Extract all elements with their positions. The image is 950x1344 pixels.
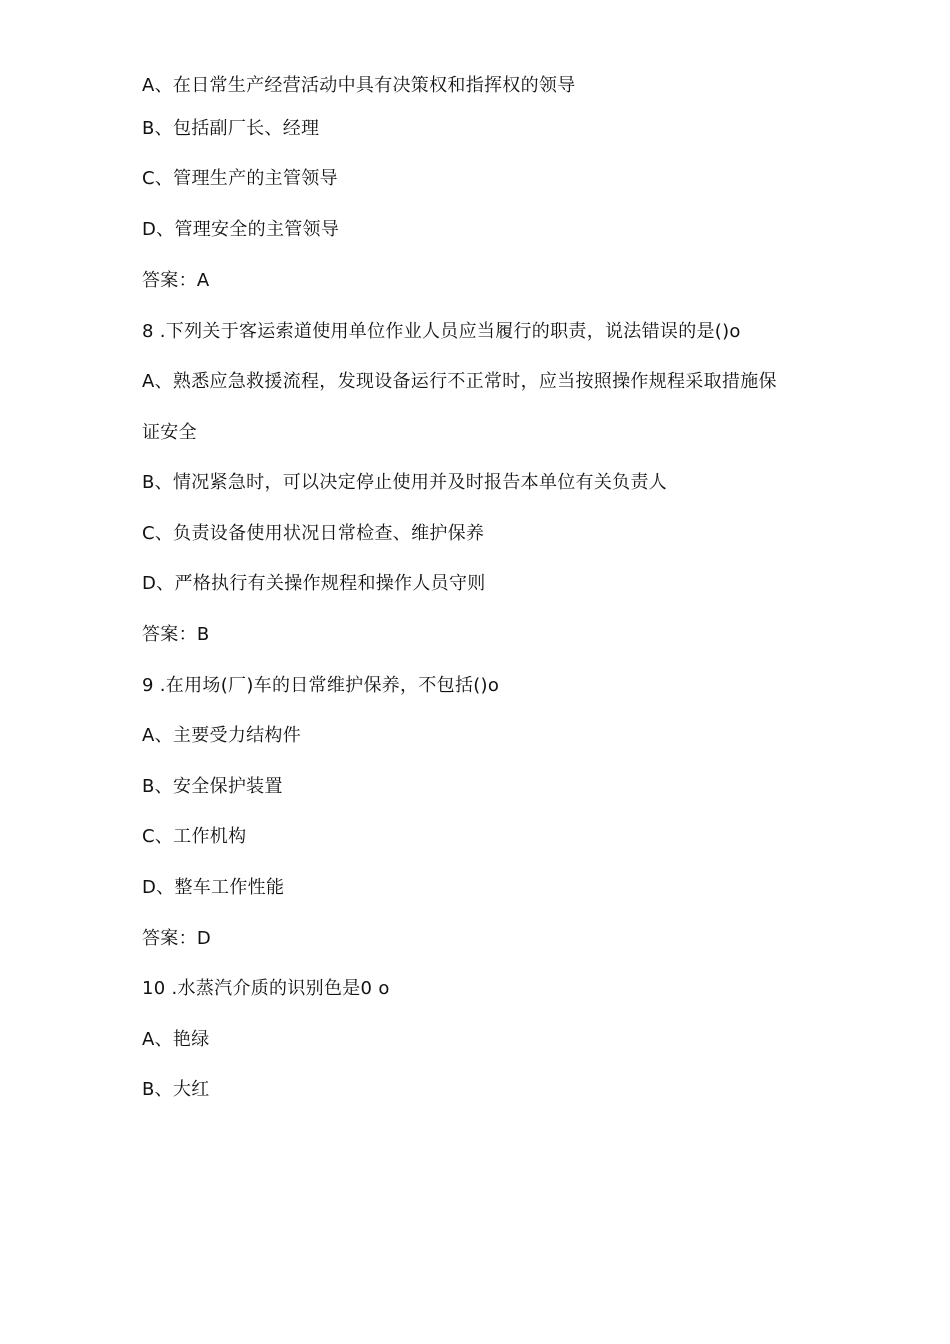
q8-option-b: B、情况紧急时，可以决定停止使用并及时报告本单位有关负责人 [142, 472, 668, 493]
q10-question: 10 .水蒸汽介质的识别色是0 o [142, 978, 390, 999]
q8-answer: 答案：B [142, 624, 210, 645]
q7-option-d: D、管理安全的主管领导 [142, 219, 340, 240]
q10-option-b: B、大红 [142, 1079, 210, 1100]
q8-question: 8 .下列关于客运索道使用单位作业人员应当履行的职责，说法错误的是()o [142, 321, 741, 342]
q7-answer: 答案：A [142, 270, 210, 291]
q9-answer: 答案：D [142, 928, 212, 949]
q9-option-d: D、整车工作性能 [142, 877, 285, 898]
q8-option-c: C、负责设备使用状况日常检查、维护保养 [142, 523, 485, 544]
q8-option-a: A、熟悉应急救援流程，发现设备运行不正常时，应当按照操作规程采取措施保 [142, 371, 777, 392]
q8-option-d: D、严格执行有关操作规程和操作人员守则 [142, 573, 486, 594]
q10-option-a: A、艳绿 [142, 1029, 210, 1050]
q9-option-a: A、主要受力结构件 [142, 725, 302, 746]
q9-question: 9 .在用场(厂)车的日常维护保养，不包括()o [142, 675, 500, 696]
q9-option-b: B、安全保护装置 [142, 776, 283, 797]
q7-option-b: B、包括副厂长、经理 [142, 118, 320, 139]
q8-option-a-cont: 证安全 [142, 422, 197, 443]
q7-option-c: C、管理生产的主管领导 [142, 168, 338, 189]
q9-option-c: C、工作机构 [142, 826, 247, 847]
q7-option-a: A、在日常生产经营活动中具有决策权和指挥权的领导 [142, 75, 576, 96]
